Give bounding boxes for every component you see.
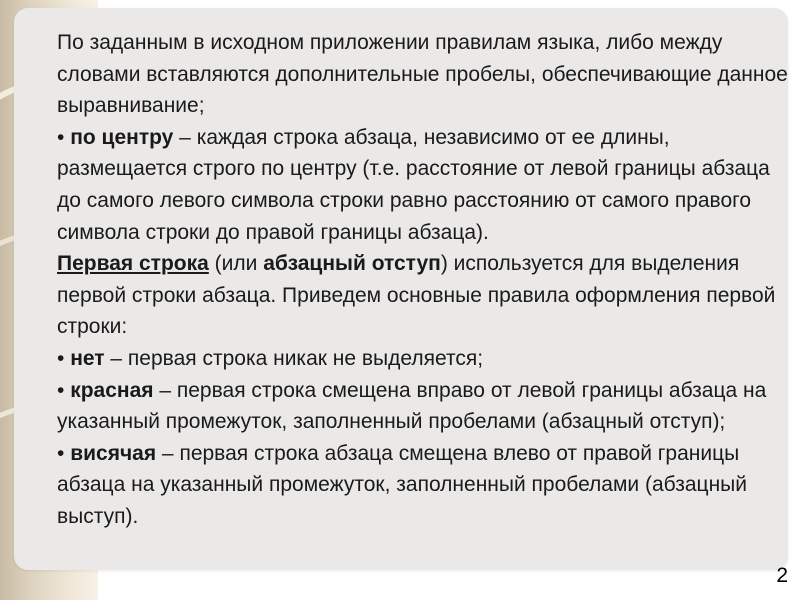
bullet-glyph: • xyxy=(57,125,65,149)
slide-number: 2 xyxy=(776,564,788,587)
term-hanging: висячая xyxy=(70,441,157,465)
bullet-center: • по центру – каждая строка абзаца, независимо от ее длины, размещается строго по центру (т.е. расстояние от левой границы абзаца до самого левого символа строки равно расстоянию от самого правого символа строки до правой границы абзаца). xyxy=(57,125,770,244)
bullet-red: • красная – первая строка смещена вправо от левой границы абзаца на указанный промежуток, заполненный пробелами (абзацный отступ); xyxy=(57,378,767,434)
term-center: по центру xyxy=(70,125,174,149)
bullet-glyph: • xyxy=(57,378,65,402)
intro-paragraph: По заданным в исходном приложении правилам языка, либо между словами вставляются дополнительные пробелы, обеспечивающие данное выравнивание; xyxy=(57,31,788,118)
slide-content-panel xyxy=(14,8,788,570)
first-line-paragraph: Первая строка (или абзацный отступ) используется для выделения первой строки абзаца. Приведем основные правила оформления первой строки: xyxy=(57,252,776,339)
term-red: красная xyxy=(70,378,154,402)
term-first-line: Первая строка xyxy=(57,252,209,276)
slide-text xyxy=(44,27,789,533)
bullet-glyph: • xyxy=(57,346,65,370)
term-indent: абзацный отступ xyxy=(263,252,441,276)
term-none: нет xyxy=(70,346,105,370)
bullet-hanging: • висячая – первая строка абзаца смещена влево от правой границы абзаца на указанный промежуток, заполненный пробелами (абзацный выступ). xyxy=(57,441,747,528)
bullet-glyph: • xyxy=(57,441,65,465)
bullet-none: • нет – первая строка никак не выделяется; xyxy=(57,346,484,370)
